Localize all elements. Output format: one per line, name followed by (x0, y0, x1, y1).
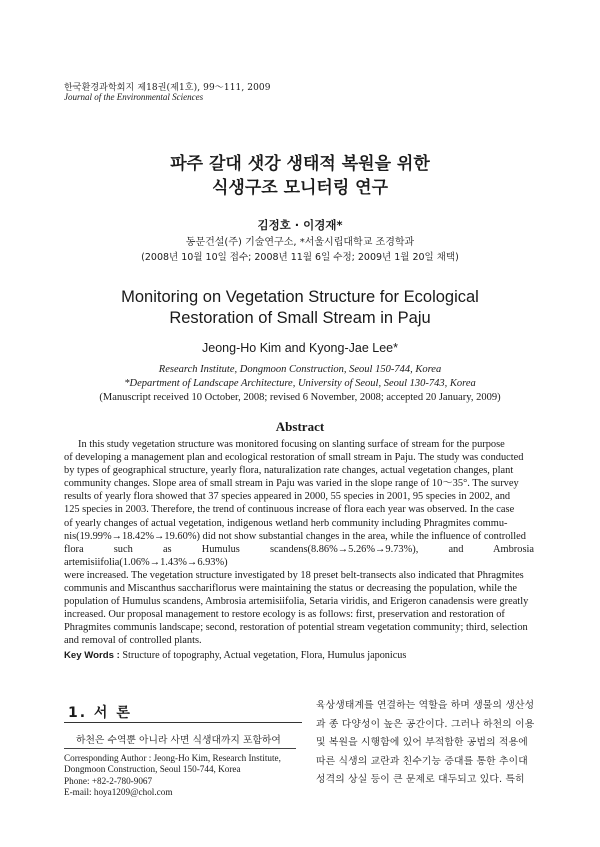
abstract-line: of developing a management plan and ecological restoration of small stream in Paju. The study was conducted (64, 452, 524, 464)
english-title-line-1: Monitoring on Vegetation Structure for Ecological (121, 288, 479, 306)
footnote-divider (64, 748, 296, 749)
introduction-first-line: 하천은 수역뿐 아니라 사면 식생대까지 포함하여 (76, 735, 281, 746)
korean-title-line-1: 파주 갈대 샛강 생태적 복원을 위한 (170, 154, 430, 174)
abstract-line: Phragmites communis landscape; second, restoration of potential stream vegetation community; third, selection (64, 622, 528, 634)
body-line: 과 종 다양성이 높은 공간이다. 그러나 하천의 이용 (316, 718, 535, 730)
body-line: 따른 식생의 교란과 친수기능 증대를 통한 추이대 (316, 755, 528, 767)
english-manuscript-dates: (Manuscript received 10 October, 2008; revised 6 November, 2008; accepted 20 January, 2009) (99, 392, 501, 403)
body-line: 및 복원을 시행함에 있어 부적합한 공법의 적용에 (316, 737, 528, 749)
english-authors: Jeong-Ho Kim and Kyong-Jae Lee* (202, 341, 398, 355)
abstract-heading: Abstract (275, 419, 325, 434)
footnote-line: E-mail: hoya1209@chol.com (64, 786, 173, 797)
english-affiliation-1: Research Institute, Dongmoon Construction, Seoul 150-744, Korea (158, 364, 442, 375)
introduction-right-column (316, 697, 538, 790)
abstract-line: were increased. The vegetation structure investigated by 18 preset belt-transects also indicated that Phragmites (64, 569, 524, 581)
body-line: 성격의 상실 등이 큰 문제로 대두되고 있다. 특히 (316, 774, 525, 786)
abstract-line: communis and Miscanthus sacchariflorus were maintaining the status or decreasing the population, while the (64, 583, 518, 595)
journal-name: Journal of the Environmental Sciences (64, 92, 204, 102)
footnote-line: Dongmoon Construction, Seoul 150-744, Korea (64, 764, 241, 775)
korean-title-line-2: 식생구조 모니터링 연구 (211, 178, 389, 198)
abstract-line: nis(19.99%→18.42%→19.60%) did not show substantial changes in the area, while the influence of controlled (64, 530, 526, 542)
keywords-label: Key Words : (64, 650, 120, 661)
footnote-line: Corresponding Author : Jeong-Ho Kim, Research Institute, (64, 753, 281, 763)
abstract-line: 125 species in 2003. Therefore, the trend of continuous increase of flora each year was observed. In the case (64, 504, 515, 516)
abstract-line: increased. Our proposal management to restore ecology is as follows: first, preservation and restoration of (64, 609, 505, 621)
abstract-line: community changes. Slope area of small stream in Paju was varied in the slope range of 10～35°. The survey (64, 478, 519, 490)
korean-authors: 김정호 · 이경재* (257, 218, 343, 232)
section-underline (64, 722, 302, 723)
abstract-line: In this study vegetation structure was monitored focusing on slanting surface of stream for the purpose (78, 439, 505, 450)
abstract-line: and removal of controlled plants. (64, 635, 202, 647)
keywords-text: Structure of topography, Actual vegetation, Flora, Humulus japonicus (122, 650, 407, 661)
korean-affiliations: 동문건설(주) 기술연구소, *서울시립대학교 조경학과 (185, 237, 415, 248)
section-heading-introduction: 1. 서 론 (68, 705, 132, 721)
abstract-line: by types of geographical structure, yearly flora, naturalization rate changes, actual vegetation changes, plant (64, 465, 514, 477)
abstract-body (64, 438, 534, 648)
english-title-line-2: Restoration of Small Stream in Paju (169, 309, 431, 327)
body-line: 육상생태계를 연결하는 역할을 하며 생물의 생산성 (316, 700, 535, 711)
footnote-line: Phone: +82-2-780-9067 (64, 775, 153, 786)
keywords (64, 650, 534, 661)
abstract-line: flora such as Humulus scandens(8.86%→5.26%→9.73%), and Ambrosia artemisiifolia(1.06%→1.43%→6.93%) (64, 543, 534, 568)
korean-manuscript-dates: (2008년 10월 10일 접수; 2008년 11월 6일 수정; 2009년 1월 20일 채택) (141, 252, 459, 263)
abstract-line: population of Humulus scandens, Ambrosia artemisiifolia, Setaria viridis, and Erigeron canadensis were greatly (64, 596, 529, 608)
journal-citation: 한국환경과학회지 제18권(제1호), 99～111, 2009 (64, 83, 271, 93)
abstract-line: results of yearly flora showed that 37 species appeared in 2000, 55 species in 2001, 95 species in 2002, and (64, 491, 511, 503)
corresponding-author-footnote (64, 753, 304, 798)
abstract-line: of yearly changes of actual vegetation, indigenous wetland herb community including Phragmites commu- (64, 517, 508, 529)
english-affiliation-2: *Department of Landscape Architecture, University of Seoul, Seoul 130-743, Korea (124, 378, 476, 389)
